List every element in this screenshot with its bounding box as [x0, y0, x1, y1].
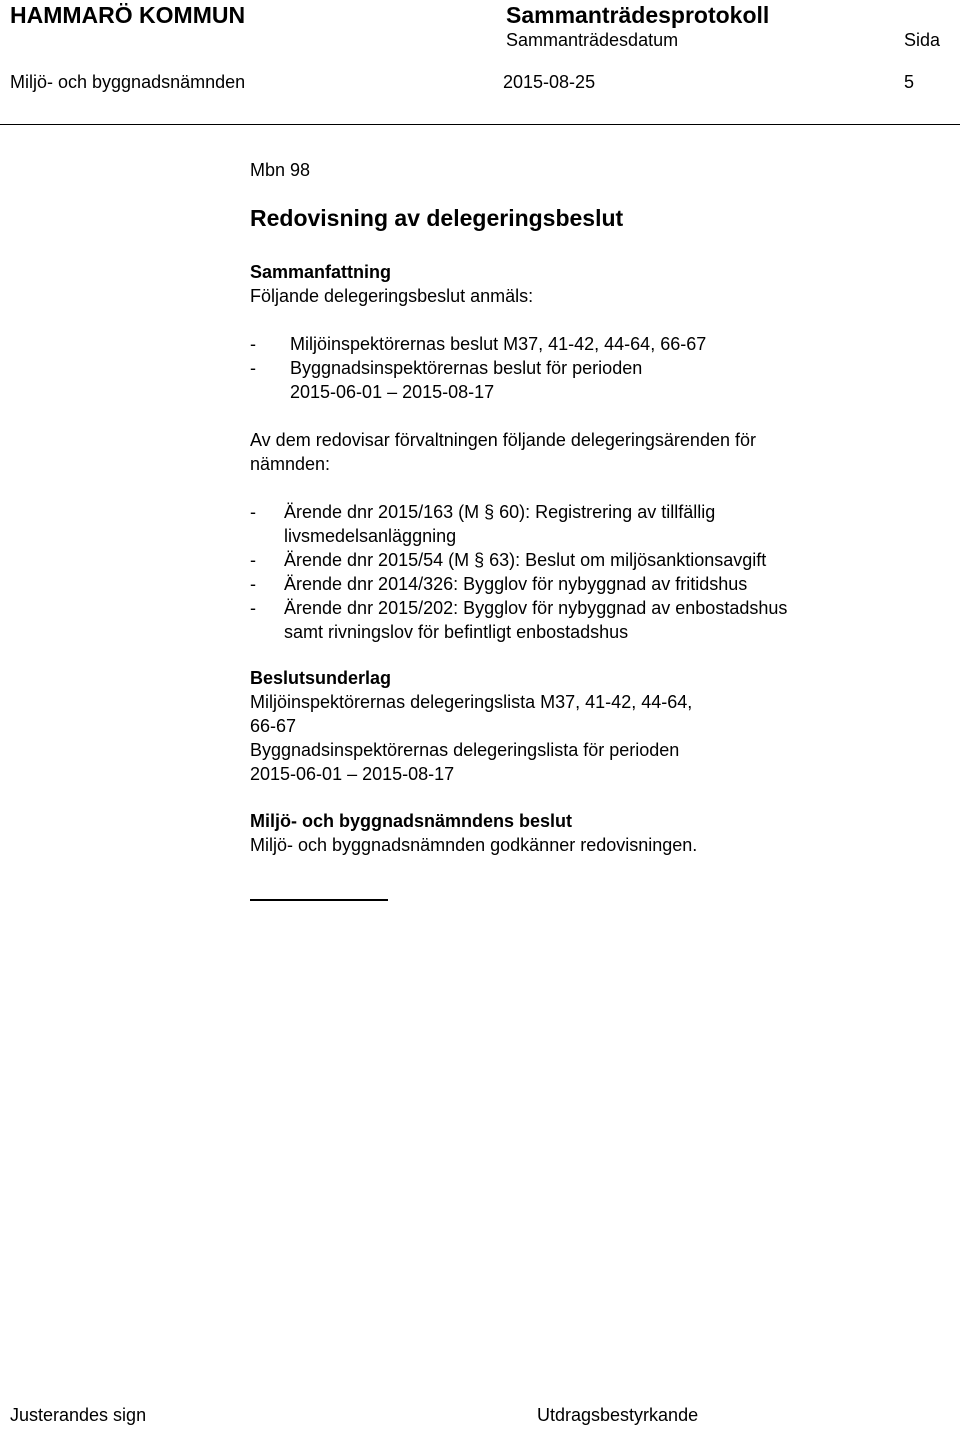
list-item: - Miljöinspektörernas beslut M37, 41-42, 44-64, 66-67	[250, 334, 707, 354]
list-item: - Ärende dnr 2015/163 (M § 60): Registrering av tillfällig livsmedelsanläggning	[250, 502, 716, 546]
document-type: Sammanträdesprotokoll	[506, 2, 770, 28]
section-title: Redovisning av delegeringsbeslut	[250, 205, 624, 231]
summary-intro: Följande delegeringsbeslut anmäls:	[250, 286, 534, 306]
cases-intro-line1: Av dem redovisar förvaltningen följande delegeringsärenden för	[250, 430, 756, 450]
page-number: 5	[904, 72, 915, 92]
committee-name: Miljö- och byggnadsnämnden	[10, 72, 246, 92]
list-item: - Byggnadsinspektörernas beslut för perioden	[250, 358, 643, 378]
signature-line	[250, 899, 388, 901]
basis-heading: Beslutsunderlag	[250, 668, 392, 688]
paragraph-reference: Mbn 98	[250, 160, 311, 180]
municipality-name: HAMMARÖ KOMMUN	[10, 2, 246, 28]
list-item: - Ärende dnr 2015/54 (M § 63): Beslut om miljösanktionsavgift	[250, 550, 767, 570]
decision-heading: Miljö- och byggnadsnämndens beslut	[250, 811, 573, 831]
page-label: Sida	[904, 30, 941, 50]
basis-line: 2015-06-01 – 2015-08-17	[250, 764, 455, 784]
meeting-date-label: Sammanträdesdatum	[506, 30, 679, 50]
footer-utdragsbestyrkande: Utdragsbestyrkande	[537, 1405, 699, 1425]
summary-heading: Sammanfattning	[250, 262, 392, 282]
meeting-date: 2015-08-25	[503, 72, 596, 92]
list-item: - Ärende dnr 2014/326: Bygglov för nybyggnad av fritidshus	[250, 574, 748, 594]
basis-line: 66-67	[250, 716, 297, 736]
list-item: - Ärende dnr 2015/202: Bygglov för nybyggnad av enbostadshus samt rivningslov för befintligt enbostadshus	[250, 598, 788, 642]
decision-text: Miljö- och byggnadsnämnden godkänner redovisningen.	[250, 835, 698, 855]
cases-intro-line2: nämnden:	[250, 454, 331, 474]
period-line: 2015-06-01 – 2015-08-17	[290, 382, 495, 402]
basis-line: Byggnadsinspektörernas delegeringslista för perioden	[250, 740, 680, 760]
basis-line: Miljöinspektörernas delegeringslista M37, 41-42, 44-64,	[250, 692, 693, 712]
header-divider	[0, 124, 960, 125]
footer-justerandes-sign: Justerandes sign	[10, 1405, 147, 1425]
